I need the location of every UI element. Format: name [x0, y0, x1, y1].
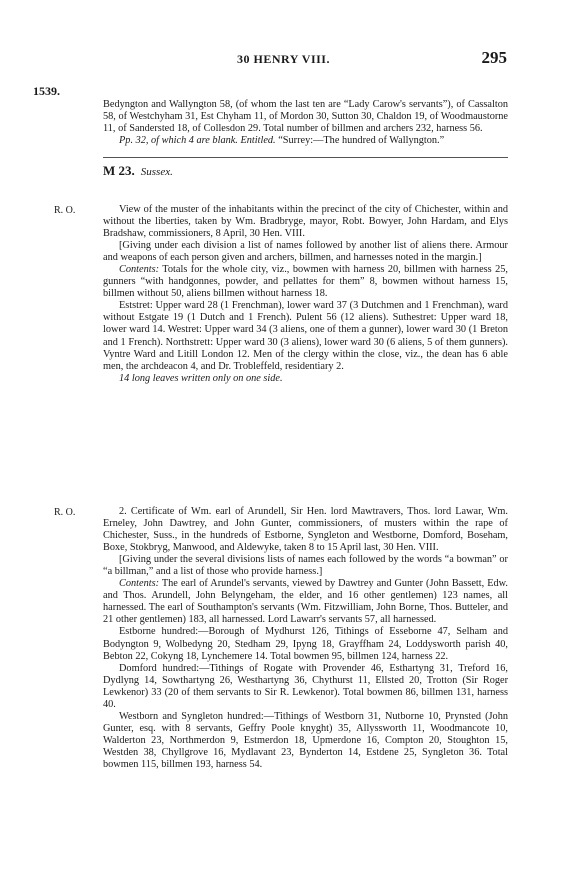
entry-body: [103, 204, 508, 385]
pages-title: “Surrey:—The hundred of Wallyngton.”: [275, 135, 445, 147]
margin-label-ro-1: R. O.: [54, 205, 76, 216]
entry2-body: [103, 506, 508, 771]
margin-label-ro-2: R. O.: [54, 507, 76, 518]
pages-label: Pp.: [119, 135, 134, 147]
year-label: 1539.: [33, 84, 60, 98]
entry2-contents: [103, 578, 508, 626]
running-title: 30 HENRY VIII.: [237, 52, 330, 66]
continuation-text: Bedyngton and Wallyngton 58, (of whom the last ten are “Lady Carow's servants”), of Cassalton 58, of Westchyham 31, Est Chyham 11, of Mordon 30, Sutton 30, Chaldon 19, of Woodmaustorne 11, of Sandersted 18, of Collesdon 29. Total number of billmen and archers 232, harness 56.: [103, 99, 508, 135]
entry2-para-6: Westborn and Syngleton hundred:—Tithings of Westborn 31, Nutborne 10, Prynsted (John Gunter, esq. with 8 servants, Geffry Poole knyght) 35, Allyssworth 11, Woodmancote 10, Walderton 23, Northmerdon 9, Estmerdon 18, Upmerdone 16, Compton 20, Stoughton 15, Westden 38, Chyllgrove 16, Mydlavant 23, Bynderton 14, Estdene 25, Syngleton 36. Total bowmen 115, billmen 193, harness 54.: [103, 710, 508, 770]
entry-county: Sussex.: [140, 166, 173, 178]
contents-label: Contents:: [119, 264, 160, 276]
entry2-para-5: Domford hundred:—Tithings of Rogate with Provender 46, Esthartyng 31, Treford 16, Dydlyng 14, Sowthartyng 26, Westhartyng 36, Chythurst 11, Ellsted 20, Trotton (Sir Roger Lewkenor) 33 (20 of them servants to Sir R. Lewkenor). Total bowmen 86, billmen 131, harness 40.: [103, 662, 508, 710]
entry-para-2: [Giving under each division a list of names followed by another list of aliens there. Armour and weapons of each person given and archers, billmen, and harnesses noted in the margin.]: [103, 240, 508, 264]
entry2-para-2: [Giving under the several divisions lists of names each followed by the words “a bowman” or “a billman,” and a list of those who provide harness.]: [103, 554, 508, 578]
continuation-block: [103, 99, 508, 147]
contents-text: Totals for the whole city, viz., bowmen with harness 20, billmen with harness 25, gunners “with handgonnes, powder, and pellattes for them” 8, bowmen without harness 15, billmen without 50, aliens billmen without harness 18.: [103, 264, 508, 300]
entry-para-5: 14 long leaves written only on one side.: [119, 372, 283, 384]
continuation-note: [103, 135, 508, 147]
entry2-para-4: Estborne hundred:—Borough of Mydhurst 126, Tithings of Esseborne 47, Selham and Bodyngton 9, Wolbedyng 20, Stedham 29, Ipyng 18, Grayffham 24, Loddysworth parish 40, Bebton 22, Cokyng 18, Lynchemere 14. Total bowmen 95, billmen 124, harness 22.: [103, 626, 508, 662]
running-header: [0, 22, 567, 67]
entry-header: [103, 165, 508, 179]
entry2-contents-text: The earl of Arundel's servants, viewed by Dawtrey and Gunter (John Bassett, Edw. and Thos. Arundell, John Belyngeham, the elder, and 16 other gentlemen) 123 names, all harnessed. The earl of Southampton's servants (Wm. Fitzwilliam, John Borne, Thos. Butteler, and 21 other gentlemen) 183, all harnessed. Lord Lawarr's servants 57, all harnessed.: [103, 578, 508, 626]
entry2-contents-label: Contents:: [119, 578, 160, 590]
section-divider: [103, 157, 508, 158]
entry-para-1: View of the muster of the inhabitants within the precinct of the city of Chichester, within and without the liberties, taken by Wm. Bradbryge, mayor, Robt. Bowyer, John Hardam, and Elys Bradshaw, commissioners, 8 April, 30 Hen. VIII.: [103, 204, 508, 240]
entry-contents: [103, 264, 508, 300]
entry-para-4: Eststret: Upper ward 28 (1 Frenchman), lower ward 37 (3 Dutchmen and 1 Frenchman), ward without Estgate 19 (1 Dutch and 1 French). Pulent 56 (12 aliens). Suthestret: Upper ward 18, lower ward 14. Westret: Upper ward 34 (3 aliens, one of them a gunner), lower ward 30 (1 Breton and 1 French). Northstrett: Upper ward 30 (3 aliens), lower ward 30 (6 aliens, 5 of them gunners). Vyntre Ward and Litill London 12. Men of the clergy within the close, viz., the dean has 6 able men, the archdeacon 4, and Dr. Trobleffeld, residentiary 2.: [103, 300, 508, 372]
entry-number: M 23.: [103, 163, 135, 178]
page-number: 295: [481, 48, 507, 67]
entry2-para-1: 2. Certificate of Wm. earl of Arundell, Sir Hen. lord Mawtravers, Thos. lord Lawar, Wm. Erneley, John Dawtrey, and John Gunter, commissioners, of musters within the rape of Chichester, Suss., in the hundreds of Estborne, Syngleton and Westborne, Domford, Boseham, Boxe, Stokbryg, Manwood, and Aldewyke, taken 8 to 15 April last, 30 Hen. VIII.: [103, 506, 508, 554]
pages-text: 32, of which 4 are blank. Entitled.: [133, 135, 276, 147]
